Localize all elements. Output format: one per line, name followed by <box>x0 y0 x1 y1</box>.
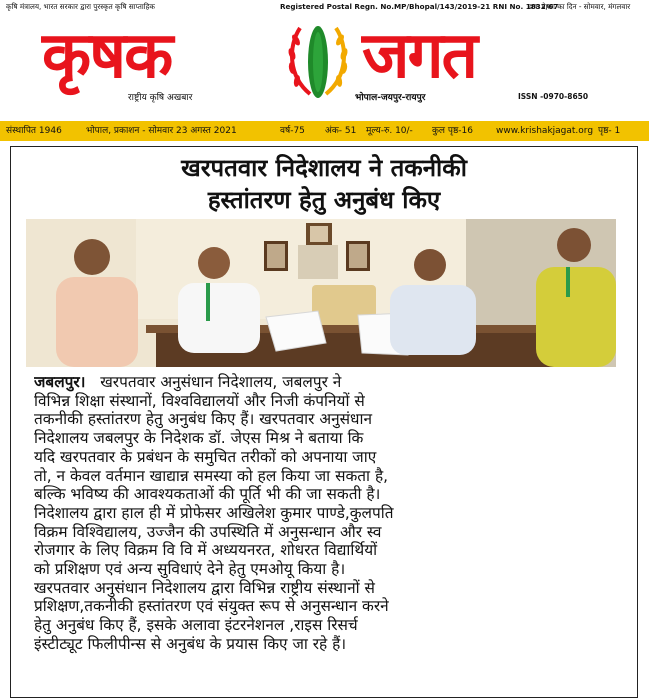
body-line: को प्रशिक्षण एवं अन्य सुविधाएं देने हेतु एमओयू किया है। <box>34 560 346 579</box>
body-line: निदेशालय द्वारा हाल ही में प्रोफेसर अखिलेश कुमार पाण्डे,कुलपति <box>34 503 394 522</box>
founded-year: संस्थापित 1946 <box>6 126 62 136</box>
logo-word-krishak: कृषक <box>42 19 172 93</box>
body-line: रोजगार के लिए विक्रम वि वि में अध्ययनरत, शोधरत विद्यार्थियों <box>34 541 378 560</box>
article-headline <box>10 152 638 216</box>
total-pages: कुल पृष्ठ-16 <box>432 126 473 136</box>
body-line: खरपतवार अनुसंधान निदेशालय द्वारा विभिन्न राष्ट्रीय संस्थानों से <box>34 578 375 597</box>
issue-number: अंक- 51 <box>325 126 357 136</box>
body-line: इंस्टीट्यूट फिलीपीन्स से अनुबंध के प्रयास किए जा रहे हैं। <box>34 634 347 653</box>
wheat-emblem-icon <box>270 16 366 102</box>
headline-line-1: खरपतवार निदेशालय ने तकनीकी <box>181 154 467 182</box>
page-number: पृष्ठ- 1 <box>598 126 621 136</box>
volume-year: वर्ष-75 <box>280 126 305 136</box>
article-body <box>34 373 614 654</box>
body-line: जबलपुर। खरपतवार अनुसंधान निदेशालय, जबलपुर ने <box>34 373 342 391</box>
body-line: तकनीकी हस्तांतरण हेतु अनुबंध किए हैं। खरपतवार अनुसंधान <box>34 410 373 429</box>
body-line: बल्कि भविष्य की आवश्यकताओं की पूर्ति भी की जा सकती है। <box>34 485 381 504</box>
body-line: प्रशिक्षण,तकनीकी हस्तांतरण एवं संयुक्त रूप से अनुसन्धान करने <box>34 597 389 616</box>
ministry-note: कृषि मंत्रालय, भारत सरकार द्वारा पुरस्कृत कृषि साप्ताहिक <box>6 2 155 11</box>
body-line: विक्रम विश्विद्यालय, उज्जैन की उपस्थिति में अनुसन्धान और स्व <box>34 522 382 541</box>
issue-info-bar <box>0 121 649 141</box>
price: मूल्य-रु. 10/- <box>366 126 413 136</box>
body-line: यदि खरपतवार के प्रबंधन के समुचित तरीकों को अपनाया जाए <box>34 447 377 466</box>
body-line: तो, न केवल वर्तमान खाद्यान्न समस्या को हल किया जा सकता है, <box>34 466 389 485</box>
tagline: राष्ट्रीय कृषि अखबार <box>128 93 193 103</box>
body-line: हेतु अनुबंध किए हैं, इसके अलावा इंटरनेशनल ,राइस रिसर्च <box>34 616 358 635</box>
edition-cities: भोपाल-जयपुर-रायपुर <box>355 93 426 103</box>
publication-date: भोपाल, प्रकाशन - सोमवार 23 अगस्त 2021 <box>86 126 237 136</box>
masthead-top-strip <box>0 0 649 14</box>
article-photo <box>26 219 616 367</box>
issn: ISSN -0970-8650 <box>518 92 589 101</box>
post-day: डाक प्रेषण का दिन - सोमवार, मंगलवार <box>528 2 631 11</box>
dateline: जबलपुर। <box>34 373 86 391</box>
body-line: विभिन्न शिक्षा संस्थानों, विश्वविद्यालयों और निजी कंपनियों से <box>34 391 365 410</box>
website: www.krishakjagat.org <box>496 126 594 136</box>
newspaper-logo <box>42 14 602 104</box>
body-line: निदेशालय जबलपुर के निदेशक डॉ. जेएस मिश्र ने बताया कि <box>34 429 364 448</box>
registration-number: Registered Postal Regn. No.MP/Bhopal/143/2019-21 RNI No. 1832/67 <box>280 2 559 11</box>
logo-word-jagat: जगत <box>362 19 476 93</box>
headline-line-2: हस्तांतरण हेतु अनुबंध किए <box>207 186 441 214</box>
